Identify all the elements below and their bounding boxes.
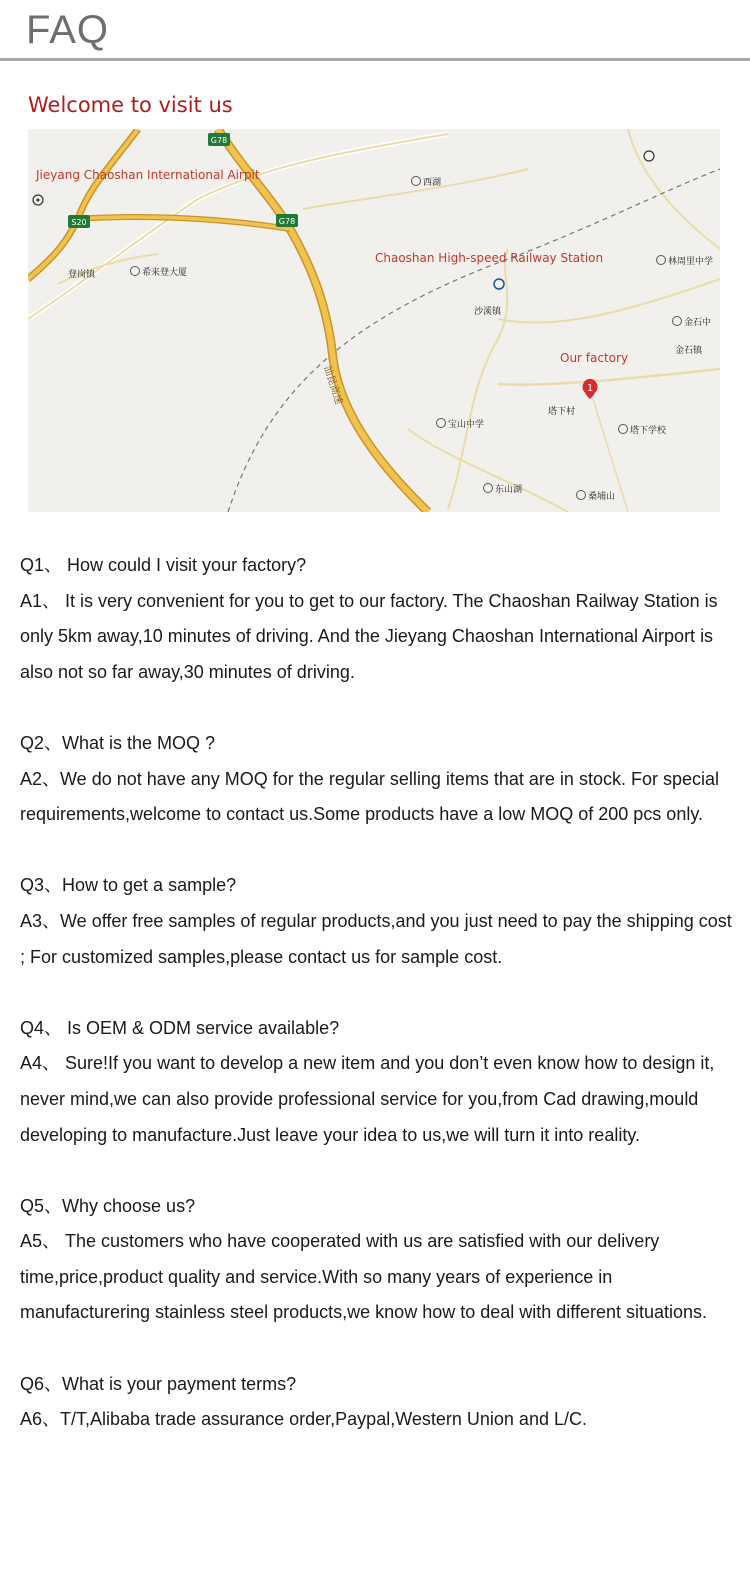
station-icon [494,279,504,289]
place-dongshan-text: 东山湖 [495,485,523,495]
faq-answer-3: A3、We offer free samples of regular products,and you just need to pay the shipping cost ; For customized samples,please contact us for sample cost. [20,910,732,967]
place-sangpu-text: 桑埔山 [588,492,616,502]
place-xilai-text: 希来登大厦 [142,268,188,278]
place-linzhou [656,254,713,267]
faq-item-1 [20,548,735,690]
place-taxia: 塔下村 [548,407,576,417]
faq-answer-5: A5、 The customers who have cooperated with us are satisfied with our delivery time,price,product quality and service.With so many years of experience in manufacturering stainless steel products,we know how to deal with different situations. [20,1231,708,1323]
faq-item-4 [20,1011,735,1153]
faq-question-1: Q1、 How could I visit your factory? [20,555,307,575]
airport-label: Jieyang Chaoshan International Airpit [36,168,260,182]
faq-answer-1: A1、 It is very convenient for you to get to our factory. The Chaoshan Railway Station is only 5km away,10 minutes of driving. And the Jieyang Chaoshan International Airport is also not so far away,30 minutes of driving. [20,590,718,682]
place-icon [130,266,140,276]
place-linzhou-text: 林周里中学 [668,257,714,267]
place-xihu [411,175,441,188]
place-dongshan [483,482,522,495]
map-graphic [28,129,720,512]
factory-label: Our factory [560,351,629,365]
place-xihu-text: 西湖 [423,178,442,188]
highway-name: 汕昆高速 [321,364,344,406]
faq-question-5: Q5、Why choose us? [20,1195,196,1216]
faq-answer-4: A4、 Sure!If you want to develop a new item and you don’t even know how to design it, never mind,we can also provide professional service for you,from Cad drawing,mould developing to manufacture.Just leave your idea to us,we will turn it into reality. [20,1053,715,1145]
faq-item-6 [20,1367,735,1438]
place-baoshan [436,417,484,430]
page-title: FAQ [26,8,110,52]
faq-list [20,548,735,1473]
faq-question-6: Q6、What is your payment terms? [20,1373,297,1394]
faq-item-2 [20,726,735,833]
place-jinshi-zhong [672,315,711,328]
place-icon [656,255,666,265]
station-label: Chaoshan High-speed Railway Station [375,251,604,265]
place-jinshi-zhong-text: 金石中 [684,318,712,328]
g78-mid-label: G78 [278,217,296,226]
faq-answer-6: A6、T/T,Alibaba trade assurance order,Paypal,Western Union and L/C. [20,1409,587,1430]
place-icon [411,176,421,186]
faq-item-5 [20,1189,735,1331]
place-jinshi: 金石镇 [675,346,703,356]
place-taxia-school-text: 塔下学校 [630,426,667,436]
poi-icon [644,151,654,161]
place-icon [576,490,586,500]
faq-answer-2: A2、We do not have any MOQ for the regular selling items that are in stock. For special requirements,welcome to contact us.Some products have a low MOQ of 200 pcs only. [20,768,719,825]
place-baoshan-text: 宝山中学 [448,420,485,430]
place-dengang: 登岗镇 [68,270,96,280]
header-divider [0,58,750,61]
faq-question-2: Q2、What is the MOQ ? [20,732,216,753]
place-icon [436,418,446,428]
place-taxia-school [618,423,666,436]
place-xilai [130,265,187,278]
s20-label: S20 [71,218,87,227]
faq-question-4: Q4、 Is OEM & ODM service available? [20,1017,340,1038]
faq-question-3: Q3、How to get a sample? [20,875,237,896]
place-icon [672,316,682,326]
place-icon [483,483,493,493]
location-map [28,129,720,512]
place-shaxi: 沙溪镇 [474,307,502,317]
place-sangpu [576,489,615,502]
g78-top-label: G78 [210,136,228,145]
factory-marker-number: 1 [586,383,594,394]
faq-item-3 [20,868,735,975]
map-section-title: Welcome to visit us [28,93,233,117]
place-icon [618,424,628,434]
